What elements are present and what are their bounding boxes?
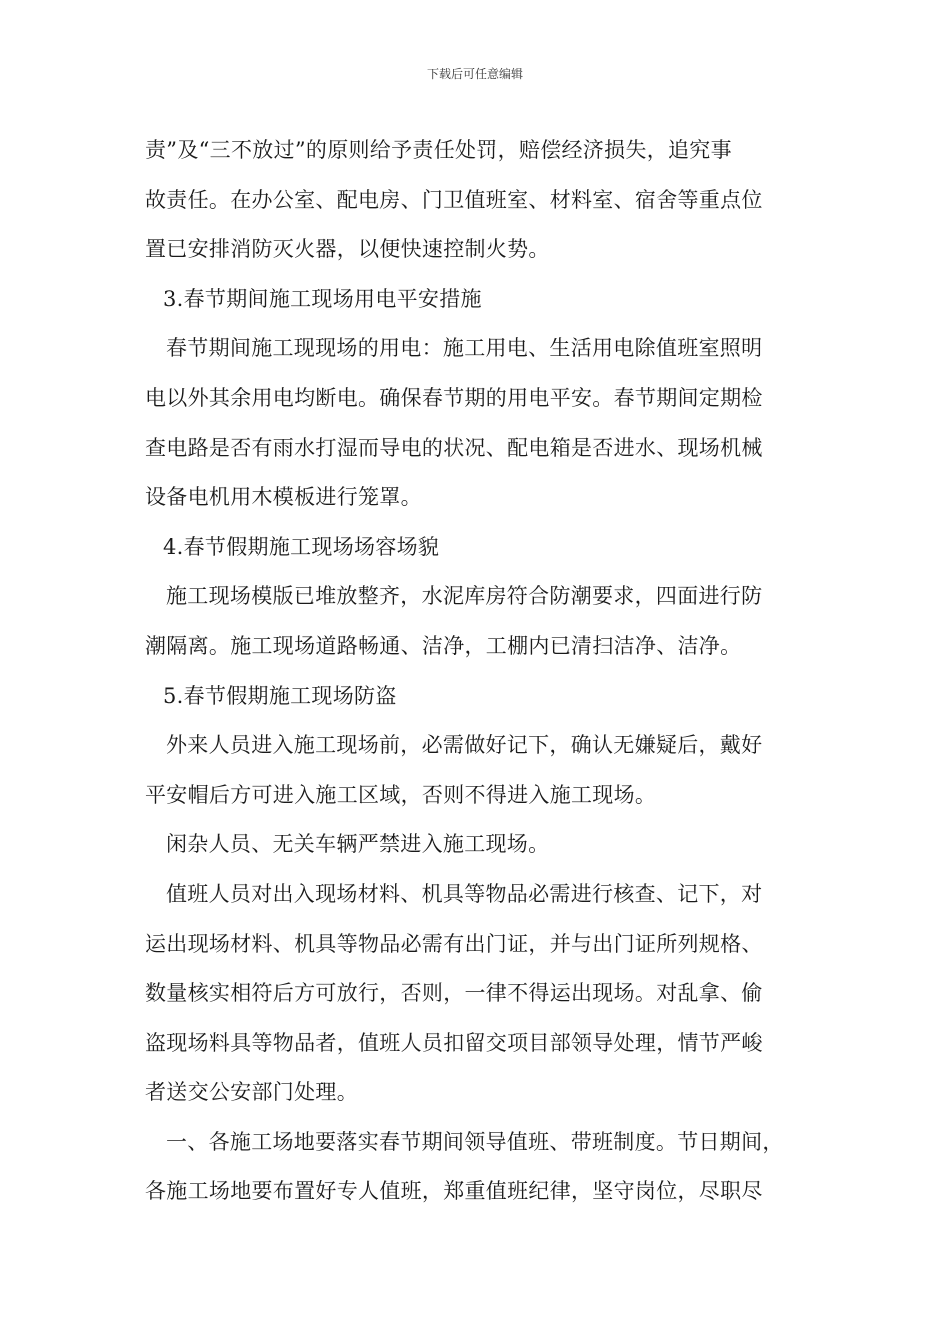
text-line: 电以外其余用电均断电。确保春节期的用电平安。春节期间定期检 — [145, 385, 763, 410]
paragraph-first-line: 一、各施工场地要落实春节期间领导值班、带班制度。节日期间， — [166, 1129, 784, 1154]
text-line: 者送交公安部门处理。 — [145, 1080, 358, 1105]
page-header: 下载后可任意编辑 — [426, 67, 523, 81]
section-heading: 5.春节假期施工现场防盗 — [163, 683, 397, 708]
paragraph-first-line: 春节期间施工现现场的用电：施工用电、生活用电除值班室照明 — [166, 336, 763, 361]
section-heading: 3.春节期间施工现场用电平安措施 — [163, 286, 482, 311]
text-line: 平安帽后方可进入施工区域，否则不得进入施工现场。 — [145, 782, 657, 807]
document-body — [145, 126, 835, 1217]
paragraph-first-line: 施工现场模版已堆放整齐，水泥库房符合防潮要求，四面进行防 — [166, 584, 763, 609]
section-heading: 4.春节假期施工现场场容场貌 — [163, 534, 440, 559]
paragraph-first-line: 闲杂人员、无关车辆严禁进入施工现场。 — [166, 832, 550, 857]
text-line: 盗现场料具等物品者，值班人员扣留交项目部领导处理，情节严峻 — [145, 1030, 763, 1055]
paragraph-first-line: 值班人员对出入现场材料、机具等物品必需进行核查、记下，对 — [166, 881, 763, 906]
text-line: 查电路是否有雨水打湿而导电的状况、配电箱是否进水、现场机械 — [145, 435, 763, 460]
text-line: 故责任。在办公室、配电房、门卫值班室、材料室、宿舍等重点位 — [145, 187, 763, 212]
text-line: 置已安排消防灭火器，以便快速控制火势。 — [145, 237, 550, 262]
text-line: 运出现场材料、机具等物品必需有出门证，并与出门证所列规格、 — [145, 931, 763, 956]
text-line: 数量核实相符后方可放行，否则，一律不得运出现场。对乱拿、偷 — [145, 981, 763, 1006]
paragraph-first-line: 外来人员进入施工现场前，必需做好记下，确认无嫌疑后，戴好 — [166, 733, 763, 758]
text-line: 设备电机用木模板进行笼罩。 — [145, 485, 422, 510]
text-line: 各施工场地要布置好专人值班，郑重值班纪律，坚守岗位，尽职尽 — [145, 1179, 763, 1204]
text-line: 潮隔离。施工现场道路畅通、洁净，工棚内已清扫洁净、洁净。 — [145, 633, 742, 658]
text-line: 责”及“三不放过”的原则给予责任处罚，赔偿经济损失，追究事 — [145, 138, 732, 162]
